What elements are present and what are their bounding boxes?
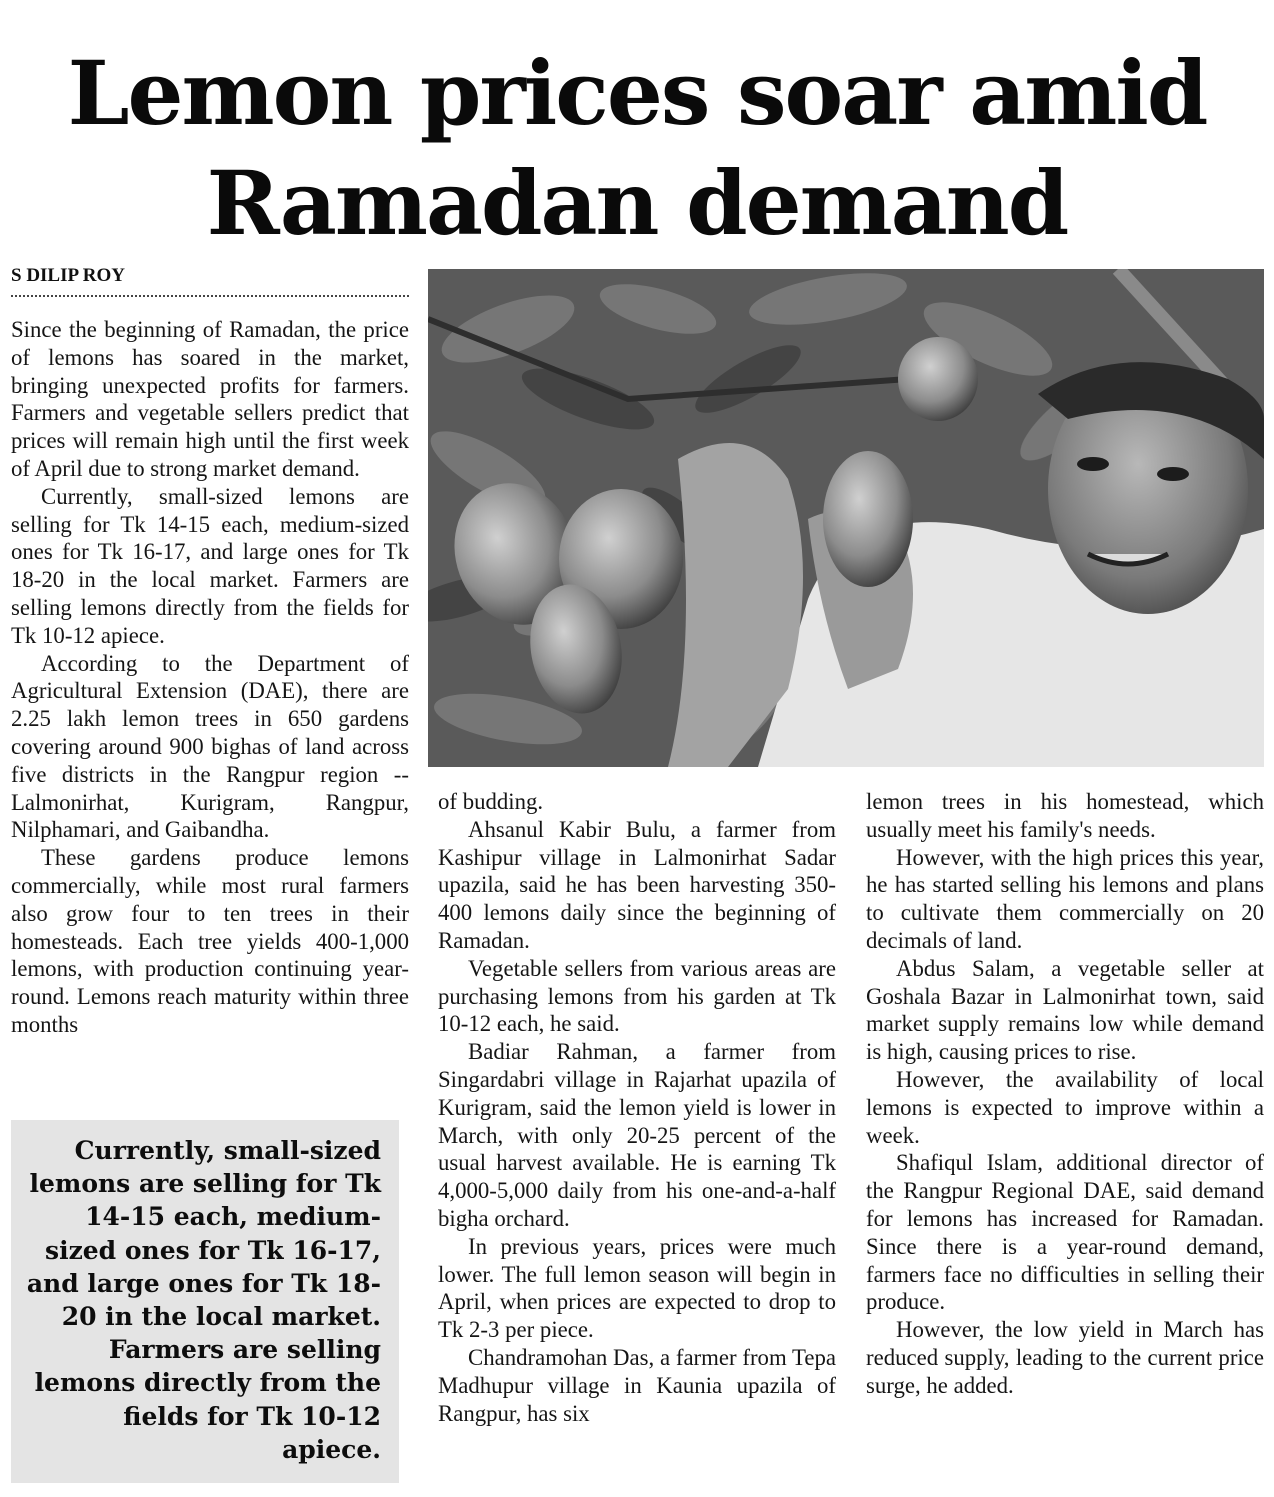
article-column-2 bbox=[438, 788, 836, 1427]
lemon-farmer-photo bbox=[428, 269, 1264, 767]
paragraph: However, with the high prices this year, he has started selling his lemons and plans to cultivate them commercially on 20 decimals of land. bbox=[866, 844, 1264, 953]
byline: S DILIP ROY bbox=[11, 265, 409, 297]
paragraph: In previous years, prices were much lower. The full lemon season will begin in April, when prices are expected to drop to Tk 2-3 per piece. bbox=[438, 1233, 836, 1343]
headline-line-1: Lemon prices soar amid bbox=[67, 41, 1207, 145]
headline bbox=[0, 38, 1274, 258]
photo-icon bbox=[428, 269, 1264, 767]
paragraph: Badiar Rahman, a farmer from Singardabri village in Rajarhat upazila of Kurigram, said the lemon yield is lower in March, with only 20-25 percent of the usual harvest available. He is earning Tk 4,000-5,000 daily from his one-and-a-half bigha orchard. bbox=[438, 1039, 836, 1231]
paragraph: According to the Department of Agricultural Extension (DAE), there are 2.25 lakh lemon trees in 650 gardens covering around 900 bighas of land across five districts in the Rangpur region -- Lalmonirhat, Kurigram, Rangpur, Nilphamari, and Gaibandha. bbox=[11, 650, 409, 843]
paragraph: These gardens produce lemons commercially, while most rural farmers also grow four to ten trees in their homesteads. Each tree yields 400-1,000 lemons, with production continuing year-round. Lemons reach maturity within three months bbox=[11, 845, 409, 1037]
article-column-1 bbox=[11, 316, 409, 1039]
pull-quote-text: Currently, small-sized lemons are selling for Tk 14-15 each, medium-sized ones for Tk 16-17, and large ones for Tk 18-20 in the local market. Farmers are selling lemons directly from the fields for Tk 10-12 apiece. bbox=[26, 1136, 381, 1464]
paragraph: Abdus Salam, a vegetable seller at Goshala Bazar in Lalmonirhat town, said market supply remains low while demand is high, causing prices to rise. bbox=[866, 955, 1264, 1065]
paragraph: of budding. bbox=[438, 789, 544, 814]
paragraph: Currently, small-sized lemons are selling for Tk 14-15 each, medium-sized ones for Tk 16-17, and large ones for Tk 18-20 in the local market. Farmers are selling lemons directly from the fields for Tk 10-12 apiece. bbox=[11, 483, 409, 648]
article-column-3 bbox=[866, 788, 1264, 1400]
paragraph: However, the low yield in March has reduced supply, leading to the current price surge, he added. bbox=[866, 1317, 1264, 1398]
paragraph: Chandramohan Das, a farmer from Tepa Madhupur village in Kaunia upazila of Rangpur, has six bbox=[438, 1344, 836, 1426]
paragraph: lemon trees in his homestead, which usually meet his family's needs. bbox=[866, 789, 1264, 842]
headline-line-2: Ramadan demand bbox=[206, 151, 1068, 255]
pull-quote-box bbox=[11, 1120, 399, 1483]
paragraph: Ahsanul Kabir Bulu, a farmer from Kashipur village in Lalmonirhat Sadar upazila, said he has been harvesting 350-400 lemons daily since the beginning of Ramadan. bbox=[438, 816, 836, 953]
paragraph: However, the availability of local lemons is expected to improve within a week. bbox=[866, 1066, 1264, 1148]
paragraph: Shafiqul Islam, additional director of the Rangpur Regional DAE, said demand for lemons has increased for Ramadan. Since there is a year-round demand, farmers face no difficulties in selling their produce. bbox=[866, 1150, 1264, 1315]
paragraph: Vegetable sellers from various areas are purchasing lemons from his garden at Tk 10-12 each, he said. bbox=[438, 955, 836, 1037]
paragraph: Since the beginning of Ramadan, the price of lemons has soared in the market, bringing unexpected profits for farmers. Farmers and vegetable sellers predict that prices will remain high until the first week of April due to strong market demand. bbox=[11, 317, 409, 481]
